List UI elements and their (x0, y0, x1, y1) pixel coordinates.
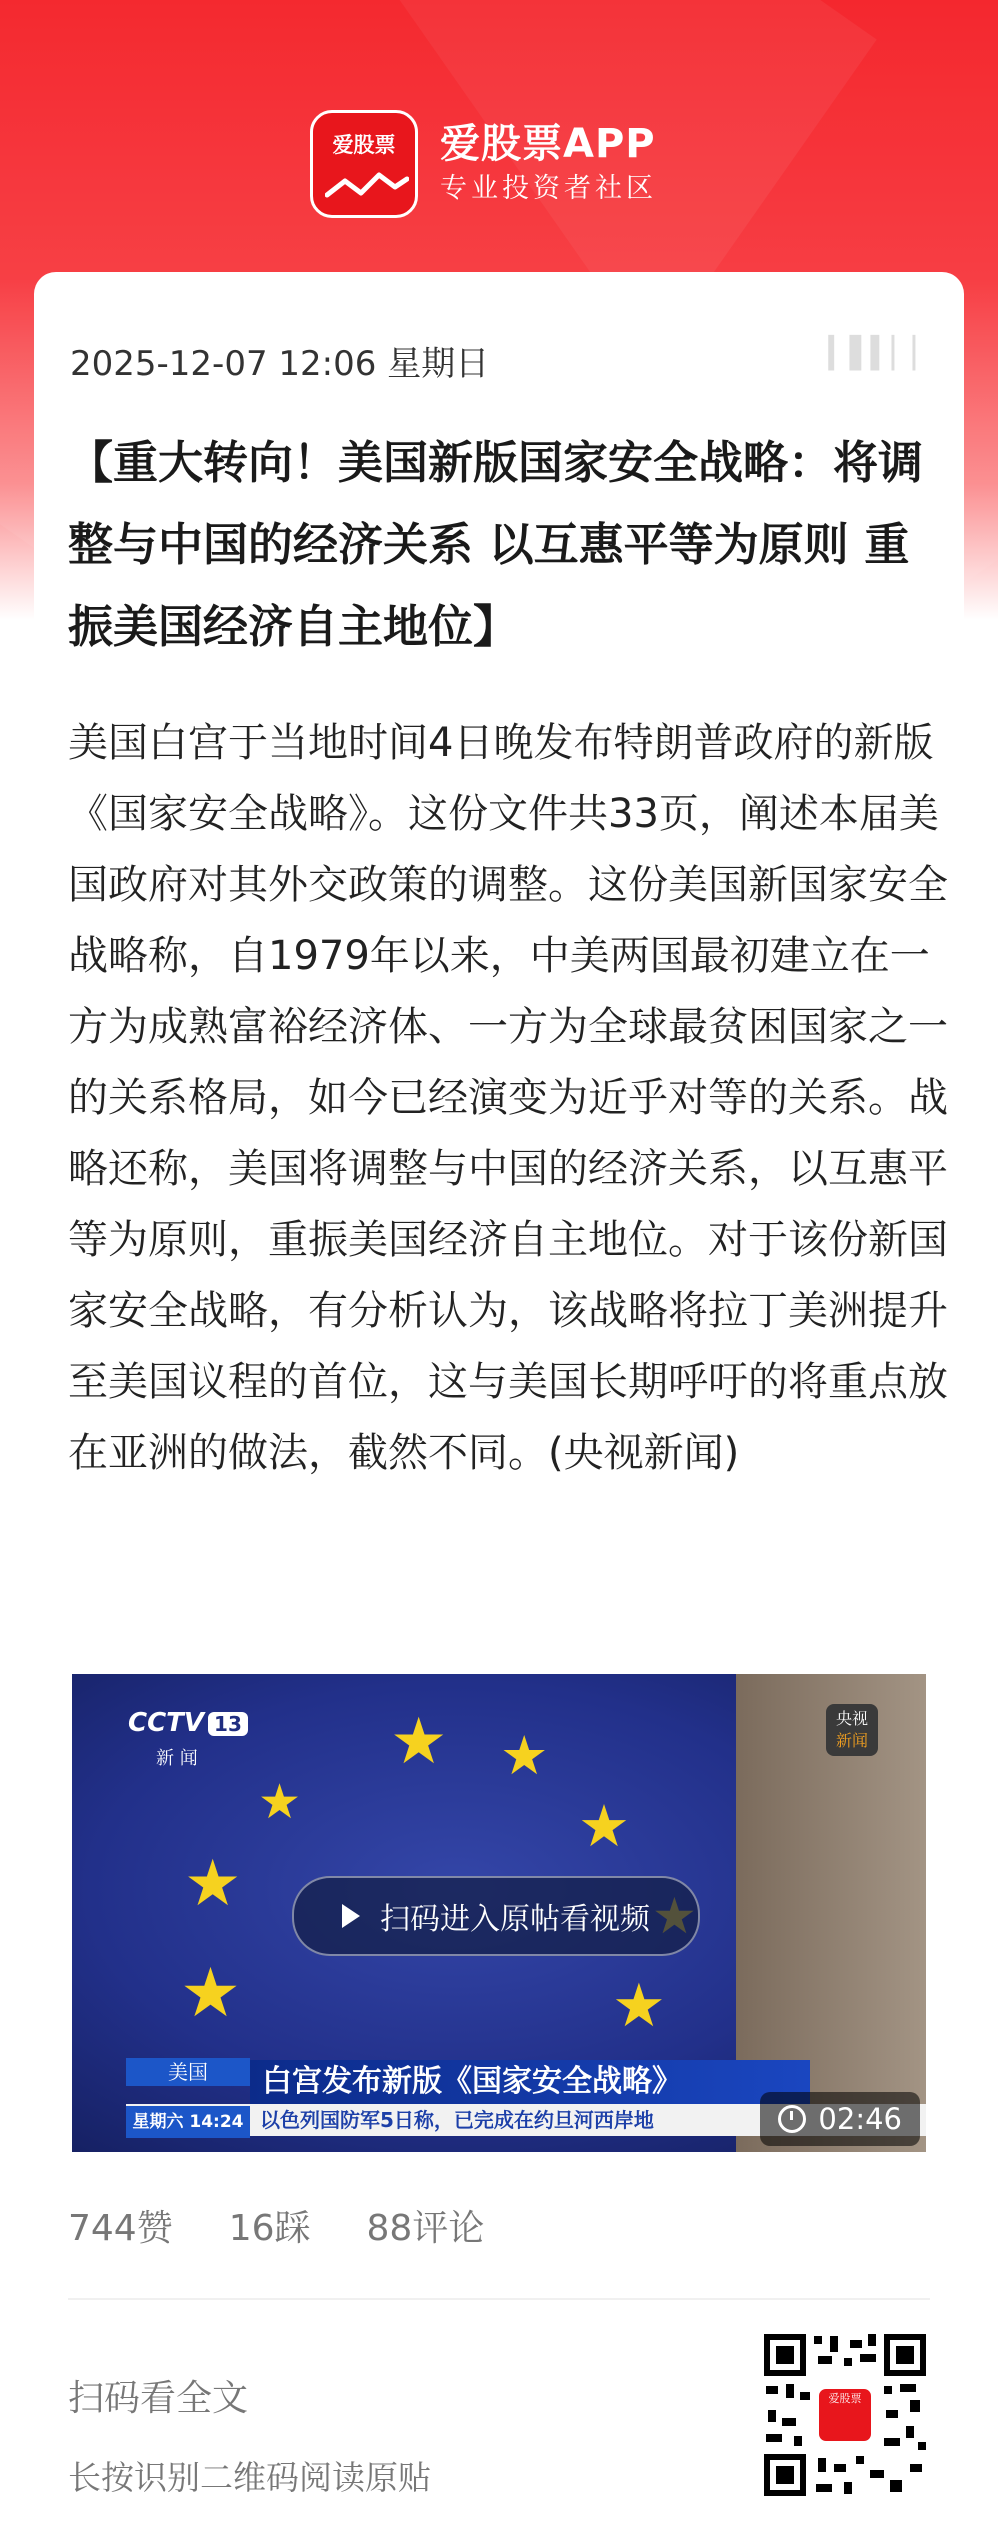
engagement-stats (68, 2200, 540, 2251)
scan-title: 扫码看全文 (68, 2378, 249, 2419)
duration-text: 02:46 (818, 2102, 902, 2136)
ticker-time: 星期六 14:24 (126, 2106, 250, 2138)
app-slogan: 专业投资者社区 (440, 173, 657, 204)
article-card (34, 272, 964, 2524)
yangshi-news-badge (826, 1704, 878, 1756)
badge-top-text: 央视 (835, 1709, 868, 1728)
likes-count[interactable]: 744赞 (68, 2208, 173, 2249)
divider (68, 2298, 930, 2300)
flag-star-icon: ★ (258, 1774, 302, 1830)
flag-star-icon: ★ (500, 1724, 549, 1787)
trend-line-icon (325, 167, 409, 203)
video-thumbnail[interactable] (72, 1674, 926, 2152)
clock-icon (778, 2105, 806, 2133)
qr-code[interactable] (760, 2330, 930, 2500)
post-timestamp: 2025-12-07 12:06 星期日 (70, 344, 490, 384)
flag-star-icon: ★ (184, 1847, 242, 1921)
article-body: 美国白宫于当地时间4日晚发布特朗普政府的新版《国家安全战略》。这份文件共33页，阐述本届美国政府对其外交政策的调整。这份美国新国家安全战略称，自1979年以来，中美两国最初建立在一方为成熟富裕经济体、一方为全球最贫困国家之一的关系格局，如今已经演变为近乎对等的关系。战略还称，美国将调整与中国的经济关系，以互惠平等为原则，重振美国经济自主地位。对于该份新国家安全战略，有分析认为，该战略将拉丁美洲提升至美国议程的首位，这与美国长期呼吁的将重点放在亚洲的做法，截然不同。(央视新闻) (68, 720, 948, 1476)
play-icon (342, 1904, 360, 1928)
channel-number: 13 (208, 1712, 248, 1736)
scan-subtitle: 长按识别二维码阅读原贴 (68, 2458, 431, 2497)
qr-center-logo: 爱股票 (816, 2386, 874, 2444)
play-video-button[interactable] (292, 1876, 700, 1956)
video-duration (760, 2092, 920, 2146)
flag-star-icon: ★ (578, 1792, 630, 1860)
flag-star-icon: ★ (180, 1954, 241, 2033)
channel-subtitle: 新 闻 (156, 1748, 198, 1769)
app-name: 爱股票APP (440, 121, 656, 167)
news-headline-strip: 白宫发布新版《国家安全战略》 (250, 2060, 810, 2104)
play-video-label: 扫码进入原帖看视频 (380, 1902, 650, 1937)
dislikes-count[interactable]: 16踩 (228, 2208, 311, 2249)
app-logo-text: 爱股票 (332, 133, 396, 157)
cctv-logo (128, 1708, 248, 1738)
ticker-text: 以色列国防军5日称，已完成在约旦河西岸地 (260, 2108, 654, 2132)
app-logo (310, 110, 418, 218)
article-title: 【重大转向！美国新版国家安全战略：将调整与中国的经济关系 以互惠平等为原则 重振美国经济自主地位】 (68, 436, 924, 653)
watermark-glyphs: ▎▌▍▏▏ (828, 336, 934, 371)
flag-star-icon: ★ (612, 1971, 666, 2041)
flag-star-icon: ★ (390, 1705, 448, 1779)
cctv-logo-text: CCTV (128, 1708, 205, 1738)
comments-count[interactable]: 88评论 (366, 2208, 485, 2249)
region-tag: 美国 (126, 2058, 250, 2086)
brand (310, 108, 657, 220)
badge-bottom-text: 新闻 (835, 1731, 868, 1750)
